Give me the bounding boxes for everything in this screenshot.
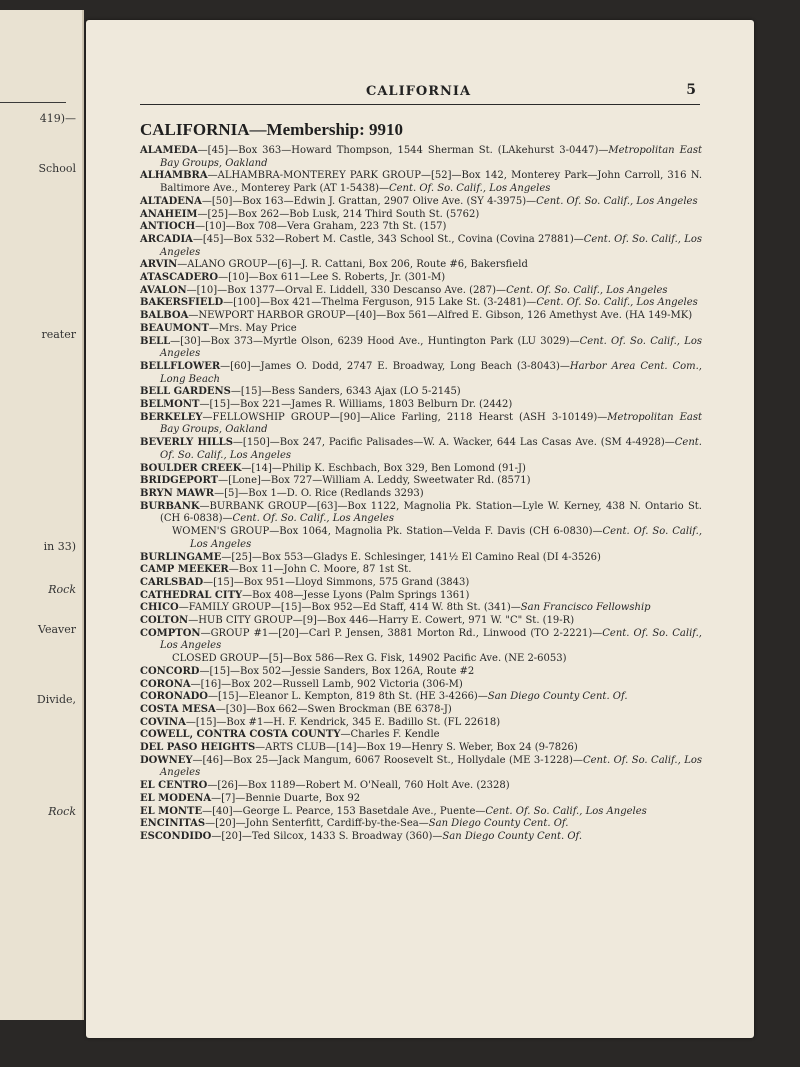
entry-details: —[26]—Box 1189—Robert M. O'Neall, 760 Holt Ave. (2328) xyxy=(207,780,510,792)
running-header xyxy=(140,82,700,105)
running-title: CALIFORNIA xyxy=(366,84,472,99)
directory-entry xyxy=(140,666,702,679)
directory-entry xyxy=(140,310,702,323)
directory-entry xyxy=(140,691,702,704)
entry-place: AVALON xyxy=(140,284,187,296)
entry-details: —[45]—Box 532—Robert M. Castle, 343 School St., Covina (Covina 27881)— xyxy=(192,233,584,245)
entry-agency: Cent. Of. So. Calif., Los Angeles xyxy=(160,627,702,652)
directory-entry xyxy=(140,234,702,259)
directory-entry xyxy=(140,399,702,412)
entry-details: —[25]—Box 262—Bob Lusk, 214 Third South St. (5762) xyxy=(197,208,480,220)
entry-details: —[15]—Bess Sanders, 6343 Ajax (LO 5-2145) xyxy=(230,386,461,398)
left-page-fragment: Divide, xyxy=(36,693,76,706)
directory-entry xyxy=(140,437,702,462)
directory-entry xyxy=(140,602,702,615)
entry-details: —[15]—Eleanor L. Kempton, 819 8th St. (HE 3-4266)— xyxy=(207,691,488,703)
left-page-edge xyxy=(0,10,84,1020)
directory-entry xyxy=(140,615,702,628)
entry-place: ESCONDIDO xyxy=(140,830,212,842)
entry-details: —ALANO GROUP—[6]—J. R. Cattani, Box 206, Route #6, Bakersfield xyxy=(177,259,528,271)
entry-agency: Cent. Of. So. Calif., Los Angeles xyxy=(160,437,702,461)
directory-entry xyxy=(140,552,702,565)
entry-details: —[15]—Box 951—Lloyd Simmons, 575 Grand (3843) xyxy=(203,576,470,588)
entry-place: CONCORD xyxy=(140,665,200,677)
left-page-fragment: School xyxy=(38,162,76,175)
entry-details: —ARTS CLUB—[14]—Box 19—Henry S. Weber, Box 24 (9-7826) xyxy=(255,742,578,754)
entry-details: —NEWPORT HARBOR GROUP—[40]—Box 561—Alfred E. Gibson, 126 Amethyst Ave. (HA 149-MK) xyxy=(188,310,693,322)
entry-place: CARLSBAD xyxy=(140,576,204,588)
entry-place: ARVIN xyxy=(140,259,178,271)
directory-entry xyxy=(140,577,702,590)
entry-place: CAMP MEEKER xyxy=(140,564,229,576)
left-page-header-rule xyxy=(0,102,66,103)
entry-agency: Harbor Area Cent. Com., Long Beach xyxy=(160,360,702,385)
directory-entry xyxy=(140,755,702,780)
directory-entry xyxy=(140,564,702,577)
entry-place: ATASCADERO xyxy=(140,272,219,284)
left-page-fragment: in 33) xyxy=(43,540,76,553)
directory-entry xyxy=(140,412,702,437)
entry-details: —[16]—Box 202—Russell Lamb, 902 Victoria (306-M) xyxy=(190,678,463,690)
directory-entry xyxy=(140,463,702,476)
directory-entry xyxy=(140,729,702,742)
entry-details: —[Lone]—Box 727—William A. Leddy, Sweetwater Rd. (8571) xyxy=(218,475,531,487)
directory-entry xyxy=(140,285,702,298)
entry-place: CHICO xyxy=(140,602,179,614)
entry-place: CORONA xyxy=(140,678,191,690)
directory-entry xyxy=(140,717,702,730)
entry-details: —[30]—Box 662—Swen Brockman (BE 6378-J) xyxy=(215,703,452,715)
directory-entry xyxy=(140,209,702,222)
left-page-fragment: reater xyxy=(41,328,76,341)
entry-place: BRIDGEPORT xyxy=(140,475,219,487)
directory-entry xyxy=(140,170,702,195)
left-page-fragment: Rock xyxy=(48,583,76,596)
entry-place: BELLFLOWER xyxy=(140,360,221,372)
entry-details: WOMEN'S GROUP—Box 1064, Magnolia Pk. Station—Velda F. Davis (CH 6-0830)— xyxy=(172,526,603,538)
entry-details: —[40]—George L. Pearce, 153 Basetdale Ave., Puente— xyxy=(202,805,486,817)
entry-place: COLTON xyxy=(140,615,189,627)
directory-entry xyxy=(140,259,702,272)
directory-entry xyxy=(140,196,702,209)
entry-place: DOWNEY xyxy=(140,754,193,766)
entry-place: EL CENTRO xyxy=(140,780,208,792)
entry-place: CATHEDRAL CITY xyxy=(140,589,243,601)
entry-details: —[20]—John Senterfitt, Cardiff-by-the-Sea— xyxy=(205,818,429,830)
directory-entry xyxy=(140,323,702,336)
directory-entry xyxy=(140,704,702,717)
entry-place: BEVERLY HILLS xyxy=(140,437,233,449)
left-page-fragment: Veaver xyxy=(38,623,76,636)
entry-place: ALTADENA xyxy=(140,195,202,207)
entry-details: CLOSED GROUP—[5]—Box 586—Rex G. Fisk, 14902 Pacific Ave. (NE 2-6053) xyxy=(172,653,567,665)
entry-details: —[5]—Box 1—D. O. Rice (Redlands 3293) xyxy=(214,487,424,499)
entry-details: —FAMILY GROUP—[15]—Box 952—Ed Staff, 414 W. 8th St. (341)— xyxy=(178,602,521,614)
directory-entry xyxy=(140,272,702,285)
entry-agency: Cent. Of. So. Calif., Los Angeles xyxy=(160,335,702,360)
entry-place: BOULDER CREEK xyxy=(140,462,242,474)
entry-details: —[15]—Box 502—Jessie Sanders, Box 126A, Route #2 xyxy=(199,665,475,677)
entry-details: —Box 11—John C. Moore, 87 1st St. xyxy=(228,564,412,576)
entry-details: —[10]—Box 1377—Orval E. Liddell, 330 Descanso Ave. (287)— xyxy=(186,284,507,296)
entry-place: BAKERSFIELD xyxy=(140,297,224,309)
entry-agency: Cent. Of. So. Calif., Los Angeles xyxy=(388,183,551,195)
entry-place: BRYN MAWR xyxy=(140,487,215,499)
entry-place: COVINA xyxy=(140,716,186,728)
entry-place: COWELL, CONTRA COSTA COUNTY xyxy=(140,729,341,741)
entry-details: —[10]—Box 708—Vera Graham, 223 7th St. (157) xyxy=(195,221,447,233)
entry-details: —[46]—Box 25—Jack Mangum, 6067 Roosevelt St., Hollydale (ME 3-1228)— xyxy=(192,754,583,766)
directory-entry xyxy=(140,501,702,526)
entry-place: ANAHEIM xyxy=(140,208,198,220)
entry-place: CORONADO xyxy=(140,691,208,703)
entry-agency: Cent. Of. So. Calif., Los Angeles xyxy=(536,195,698,207)
entry-place: EL MODENA xyxy=(140,792,212,804)
entry-place: BELL xyxy=(140,335,171,347)
entry-details: —BURBANK GROUP—[63]—Box 1122, Magnolia Pk. Station—Lyle W. Kerney, 438 N. Ontario St. (CH 6-0838)— xyxy=(160,500,702,525)
entry-agency: Cent. Of. So. Calif., Los Angeles xyxy=(536,297,698,309)
entry-place: ALHAMBRA xyxy=(140,170,208,182)
entry-details: —[60]—James O. Dodd, 2747 E. Broadway, Long Beach (3-8043)— xyxy=(220,360,570,372)
directory-entry xyxy=(140,221,702,234)
entry-details: —Mrs. May Price xyxy=(208,322,297,334)
entry-place: BALBOA xyxy=(140,310,189,322)
directory-page xyxy=(86,20,754,1038)
entry-agency: Cent. Of. So. Calif., Los Angeles xyxy=(485,805,647,817)
entry-place: BELMONT xyxy=(140,399,200,411)
entry-agency: Cent. Of. So. Calif., Los Angeles xyxy=(160,754,702,779)
directory-entry xyxy=(140,145,702,170)
directory-entry xyxy=(140,590,702,603)
entry-agency: San Francisco Fellowship xyxy=(520,602,651,614)
entry-details: —HUB CITY GROUP—[9]—Box 446—Harry E. Cowert, 971 W. "C" St. (19-R) xyxy=(188,615,575,627)
directory-entry xyxy=(140,297,702,310)
entry-agency: Metropolitan East Bay Groups, Oakland xyxy=(160,145,702,169)
entry-details: —[100]—Box 421—Thelma Ferguson, 915 Lake St. (3-2481)— xyxy=(223,297,537,309)
entry-agency: Cent. Of. So. Calif., Los Angeles xyxy=(232,513,394,525)
entry-agency: Cent. Of. So. Calif., Los Angeles xyxy=(506,284,668,296)
page-number: 5 xyxy=(686,82,696,98)
entry-place: DEL PASO HEIGHTS xyxy=(140,742,256,754)
directory-entry xyxy=(140,742,702,755)
entry-details: —[10]—Box 611—Lee S. Roberts, Jr. (301-M) xyxy=(218,272,446,284)
entry-agency: San Diego County Cent. Of. xyxy=(442,830,583,842)
entry-details: —GROUP #1—[20]—Carl P. Jensen, 3881 Morton Rd., Linwood (TO 2-2221)— xyxy=(200,627,603,639)
entry-place: EL MONTE xyxy=(140,805,203,817)
entry-place: ANTIOCH xyxy=(140,221,196,233)
entry-place: BERKELEY xyxy=(140,411,203,423)
directory-entry xyxy=(140,818,702,831)
entry-agency: San Diego County Cent. Of. xyxy=(428,818,569,830)
entry-place: BEAUMONT xyxy=(140,322,209,334)
entry-details: —[15]—Box #1—H. F. Kendrick, 345 E. Badillo St. (FL 22618) xyxy=(185,716,501,728)
entry-agency: Cent. Of. So. Calif., Los Angeles xyxy=(160,233,702,258)
directory-entry xyxy=(140,336,702,361)
entry-details: —FELLOWSHIP GROUP—[90]—Alice Farling, 2118 Hearst (ASH 3-10149)— xyxy=(202,411,608,423)
directory-entry xyxy=(140,679,702,692)
entry-place: COMPTON xyxy=(140,627,201,639)
entry-details: —Charles F. Kendle xyxy=(340,729,440,741)
directory-entry xyxy=(140,386,702,399)
entry-agency: San Diego County Cent. Of. xyxy=(487,691,628,703)
entry-details: —[150]—Box 247, Pacific Palisades—W. A. Wacker, 644 Las Casas Ave. (SM 4-4928)— xyxy=(232,437,675,449)
directory-entry xyxy=(140,653,702,666)
entry-place: BURLINGAME xyxy=(140,551,222,563)
entry-place: ARCADIA xyxy=(140,233,193,245)
entry-details: —[7]—Bennie Duarte, Box 92 xyxy=(211,792,361,804)
entry-place: BURBANK xyxy=(140,500,200,512)
directory-entry xyxy=(140,488,702,501)
entry-place: BELL GARDENS xyxy=(140,386,231,398)
entry-details: —[50]—Box 163—Edwin J. Grattan, 2907 Olive Ave. (SY 4-3975)— xyxy=(201,195,537,207)
entry-place: ALAMEDA xyxy=(140,145,198,156)
entry-details: —[15]—Box 221—James R. Williams, 1803 Belburn Dr. (2442) xyxy=(199,399,513,411)
entry-details: —ALHAMBRA-MONTEREY PARK GROUP—[52]—Box 142, Monterey Park—John Carroll, 316 N. Baltimore Ave., Monterey Park (AT 1-5438)— xyxy=(160,170,702,195)
entry-details: —[14]—Philip K. Eschbach, Box 329, Ben Lomond (91-J) xyxy=(241,462,526,474)
left-page-fragment: Rock xyxy=(48,805,76,818)
directory-entry xyxy=(140,628,702,653)
directory-entry xyxy=(140,806,702,819)
entry-details: —[20]—Ted Silcox, 1433 S. Broadway (360)— xyxy=(211,830,443,842)
directory-entry xyxy=(140,475,702,488)
entry-place: ENCINITAS xyxy=(140,818,206,830)
entry-details: —Box 408—Jesse Lyons (Palm Springs 1361) xyxy=(242,589,470,601)
entry-list xyxy=(140,145,702,844)
directory-entry xyxy=(140,526,702,551)
entry-details: —[25]—Box 553—Gladys E. Schlesinger, 141½ El Camino Real (DI 4-3526) xyxy=(221,551,601,563)
directory-entry xyxy=(140,361,702,386)
entry-details: —[30]—Box 373—Myrtle Olson, 6239 Hood Ave., Huntington Park (LU 3029)— xyxy=(170,335,580,347)
entry-details: —[45]—Box 363—Howard Thompson, 1544 Sherman St. (LAkehurst 3-0447)— xyxy=(197,145,609,156)
entry-agency: Cent. Of. So. Calif., Los Angeles xyxy=(190,526,702,550)
left-page-fragment: 419)— xyxy=(39,112,76,125)
directory-entry xyxy=(140,831,702,844)
directory-entry xyxy=(140,793,702,806)
entry-place: COSTA MESA xyxy=(140,703,216,715)
state-heading: CALIFORNIA—Membership: 9910 xyxy=(140,120,404,139)
directory-entry xyxy=(140,780,702,793)
entry-agency: Metropolitan East Bay Groups, Oakland xyxy=(160,411,703,436)
